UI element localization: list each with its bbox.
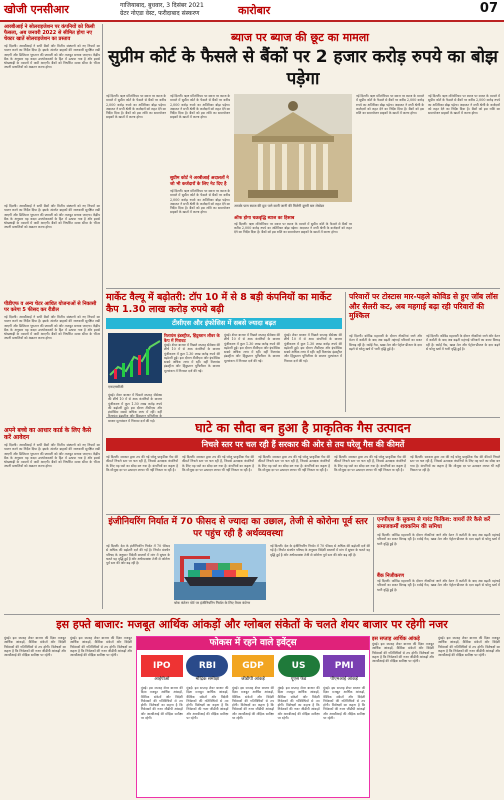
market-body-1: मुंबई। शेयर बाजार में पिछले सप्ताह सेंसेक्स की शीर्ष 10 में से आठ कंपनियों के बाजार पूंजीकरण में कुल 1.30 लाख करोड़ रुपये की बढ़ोतरी हुई। इस दौरान टीसीएस और इंफोसिस सबसे अधिक लाभ में रहीं। वहीं रिलायंस इंडस्ट्रीज और हिंदुस्तान यूनिलीवर के बाजार मूल्यांकन में गिरावट दर्ज की गई। (164, 343, 220, 373)
left-headline-1: आरबीआई ने सोलराइजेशन पर कंपनियों को किसी फैसला, अब जनवरी 2022 से सीमित होगा नए चेक्टर खातें सोलराइजेशन का प्रस्ताव (4, 24, 95, 42)
focus-item (323, 655, 365, 683)
page-number: 07 (479, 1, 498, 16)
right-body-4: नई दिल्ली। कोविड महामारी के दौरान नौकरियां जाने और वेतन में कटौती के बाद अब बढ़ती महंगाई परिवारों का बजट बिगाड़ रही है। रसोई गैस, खाद्य तेल और पेट्रोल-डीजल के दाम बढ़ने से घरेलू खर्च में भारी वृद्धि हुई है। (377, 579, 500, 592)
bottom-body-3: मुंबई। इस सप्ताह शेयर बाजार की दिशा मजबूत आर्थिक आंकड़ों, वैश्विक संकेतों और विदेशी निवेशकों की गतिविधियों से तय होगी। विशेषज्ञों का कहना है कि निवेशकों की नजर जीडीपी आंकड़ों और आरबीआई की मौद्रिक समीक्षा पर रहेगी। (372, 642, 434, 664)
left-headline-2: पीडीएफ व अन्य चेटर आधित योजनाओं से निकासी पर करेगा 5 फीसद कर रीडील (4, 301, 97, 313)
divider (102, 24, 103, 609)
left-body-2: नई दिल्ली। आरबीआई ने सभी बैंकों और वित्तीय संस्थानों को नए नियमों का पालन करने का निर्देश दिया है। इसके अंतर्गत ग्राहकों की जानकारी सुरक्षित रखी जाएगी और डिजिटल भुगतान की प्रणाली को और मजबूत बनाया जाएगा। केंद्रीय बैंक के अनुसार यह कदम उपभोक्ताओं के हित में उठाया गया है और इससे धोखाधड़ी के मामलों में कमी आएगी। बैंकों को निर्धारित समय सीमा के भीतर अपनी प्रणालियों को अद्यतन करना होगा। (4, 315, 100, 341)
market-body-2: मुंबई। शेयर बाजार में पिछले सप्ताह सेंसेक्स की शीर्ष 10 में से आठ कंपनियों के बाजार पूंजीकरण में कुल 1.30 लाख करोड़ रुपये की बढ़ोतरी हुई। इस दौरान टीसीएस और इंफोसिस सबसे अधिक लाभ में रहीं। वहीं बाजार मूल्यांकन में गिरावट दर्ज की गई। (108, 393, 162, 423)
right-headline-1: परिवारों पर टोस्टास मार-पहले कोविड से हुए जॉब लॉस और सैलरी कट, अब महगाई बढ़ा रही परिवारों की मुश्किल (349, 292, 498, 320)
banner-col-5 (428, 94, 500, 284)
divider (345, 292, 346, 412)
dateline: गाजियाबाद, बुधवार, 3 दिसंबर 2021 ग्रेटर नोएडा वेस्ट, फरीदाबाद संस्करण (120, 2, 204, 17)
market-sub: रिलायंस इंडस्ट्रीज, हिंदुस्तान लीवर के कैप में गिरावट (164, 333, 220, 343)
bottom-col-4 (438, 636, 500, 796)
focus-item-label: जीडीपी आंकड़े (241, 677, 265, 682)
bottom-headline: इस हफ्ते बाजार: मजबूत आर्थिक आंकड़ों और ग्लोबल संकेतों के चलते शेयर बाजार पर रहेगी नजर (56, 618, 448, 631)
banner-body-4: नई दिल्ली। ऋण मोरेटोरियम पर ब्याज पर ब्याज के मामले में सुप्रीम कोर्ट के फैसले से बैंकों पर करीब 2,000 करोड़ रुपये का अतिरिक्त बोझ पड़ेगा। अदालत ने सभी श्रेणी के कर्जदारों को राहत देने का निर्देश दिया है। बैंकों को इस राशि का समायोजन ग्राहकों के खातों में करना होगा। (234, 221, 352, 235)
right-body-2: नई दिल्ली। कोविड महामारी के दौरान नौकरियां जाने और वेतन में कटौती के बाद अब बढ़ती महंगाई परिवारों का बजट बिगाड़ रही है। रसोई गैस, खाद्य तेल और पेट्रोल-डीजल के दाम बढ़ने से घरेलू खर्च में भारी वृद्धि हुई है। (426, 334, 500, 351)
gas-headline: घाटे का सौदा बन हुआ है प्राकृतिक गैस उत्पादन (195, 420, 411, 435)
focus-item-label: पीएमआई आंकड़े (330, 677, 358, 682)
court-photo-caption: आपके पास ब्याज की छूट पाने वाली जानी की मिलेगी दूसरी बार लेबोडर (234, 204, 325, 208)
section-title: कारोबार (238, 4, 271, 17)
market-col-1 (164, 333, 220, 413)
brand-logo: खोजी एनसीआर (4, 3, 69, 16)
gas-body-1: नई दिल्ली। सरकार द्वारा तय की गई घरेलू प्राकृतिक गैस की कीमतें निचले स्तर पर चल रही हैं, जिससे उत्पादक कंपनियों के लिए यह घाटे का सौदा बन गया है। कंपनियों का कहना है कि मौजूदा दर पर उत्पादन लागत भी नहीं निकल पा रही है। (106, 455, 178, 472)
right-col-1 (349, 334, 422, 414)
banner-col-4 (356, 94, 424, 284)
gas-col-3 (258, 455, 330, 511)
engineering-headline: इंजीनियरिंग निर्यात में 70 फीसद से ज्यादा का उछाल, तेजी से कोरोना पूर्व स्तर पर पहुंच रही है अर्थव्यवस्था (108, 517, 368, 539)
banner-col-2 (170, 94, 230, 284)
focus-events-box (136, 636, 370, 798)
left-body-1b: नई दिल्ली। आरबीआई ने सभी बैंकों और वित्तीय संस्थानों को नए नियमों का पालन करने का निर्देश दिया है। इसके अंतर्गत ग्राहकों की जानकारी सुरक्षित रखी जाएगी और डिजिटल भुगतान की प्रणाली को और मजबूत बनाया जाएगा। केंद्रीय बैंक के अनुसार यह कदम उपभोक्ताओं के हित में उठाया गया है और इससे धोखाधड़ी के मामलों में कमी आएगी। बैंकों को निर्धारित समय सीमा के भीतर अपनी प्रणालियों को अद्यतन करना होगा। (4, 204, 100, 230)
gas-body-3: नई दिल्ली। सरकार द्वारा तय की गई घरेलू प्राकृतिक गैस की कीमतें निचले स्तर पर चल रही हैं, जिससे उत्पादक कंपनियों के लिए यह घाटे का सौदा बन गया है। कंपनियों का कहना है कि मौजूदा दर पर उत्पादन लागत भी नहीं निकल पा रही है। (258, 455, 330, 472)
banner-body-1: नई दिल्ली। ऋण मोरेटोरियम पर ब्याज पर ब्याज के मामले में सुप्रीम कोर्ट के फैसले से बैंकों पर करीब 2,000 करोड़ रुपये का अतिरिक्त बोझ पड़ेगा। अदालत ने सभी श्रेणी के कर्जदारों को राहत देने का निर्देश दिया है। बैंकों को इस राशि का समायोजन ग्राहकों के खातों में करना होगा। (106, 94, 166, 120)
right-body-1: नई दिल्ली। कोविड महामारी के दौरान नौकरियां जाने और वेतन में कटौती के बाद अब बढ़ती महंगाई परिवारों का बजट बिगाड़ रही है। रसोई गैस, खाद्य तेल और पेट्रोल-डीजल के दाम बढ़ने से घरेलू खर्च में भारी वृद्धि हुई है। (349, 334, 422, 351)
market-body-3: मुंबई। शेयर बाजार में पिछले सप्ताह सेंसेक्स की शीर्ष 10 में से आठ कंपनियों के बाजार पूंजीकरण में कुल 1.30 लाख करोड़ रुपये की बढ़ोतरी हुई। इस दौरान टीसीएस और इंफोसिस सबसे अधिक लाभ में रहीं। वहीं रिलायंस इंडस्ट्रीज और हिंदुस्तान यूनिलीवर के बाजार मूल्यांकन में गिरावट दर्ज की गई। (224, 333, 280, 363)
right-headline-3: बैंक निजीकरण (377, 573, 405, 579)
market-headline: मार्केट वैल्यू में बढ़ोतरी: टॉप 10 में से 8 बड़ी कंपनियों का मार्केट कैप 1.30 लाख करोड़ रुपये बढ़ी (106, 292, 332, 315)
us-fed-logo-icon: US (278, 655, 320, 677)
focus-item-label: मौद्रिक समीक्षा (195, 677, 220, 682)
container-ship-illustration (174, 544, 266, 600)
pmi-logo-icon: PMI (323, 655, 365, 677)
banner-headline: सुप्रीम कोर्ट के फैसले से बैंकों पर 2 हजार करोड़ रुपये का बोझ पड़ेगा (108, 47, 498, 89)
bottom-col-2 (70, 636, 132, 796)
focus-item-label: आईपीओ (154, 677, 170, 682)
shipping-port-photo (174, 544, 266, 600)
left-headline-3: अपने बच्चे का आधार कार्ड के लिए कैसे करें आवेदन (4, 427, 92, 441)
divider (106, 417, 500, 418)
divider (4, 614, 500, 615)
eng-body-1: नई दिल्ली। देश के इंजीनियरिंग निर्यात में 70 फीसद से अधिक की बढ़ोतरी दर्ज की गई है। निर्यात संवर्धन परिषद के अनुसार विदेशी बाजारों में मांग में सुधार के चलते यह वृद्धि हुई है और अर्थव्यवस्था तेजी से कोरोना पूर्व स्तर की ओर बढ़ रही है। (106, 544, 170, 566)
banner-sub-2: ऑफ होगा चक्रवृद्धि ब्याज का हिसाब (234, 216, 295, 221)
gas-body-5: नई दिल्ली। सरकार द्वारा तय की गई घरेलू प्राकृतिक गैस की कीमतें निचले स्तर पर चल रही हैं, जिससे उत्पादक कंपनियों के लिए यह घाटे का सौदा बन गया है। कंपनियों का कहना है कि मौजूदा दर पर उत्पादन लागत भी नहीं निकल पा रही है। (410, 455, 500, 472)
eng-body-2: नई दिल्ली। देश के इंजीनियरिंग निर्यात में 70 फीसद से अधिक की बढ़ोतरी दर्ज की गई है। निर्यात संवर्धन परिषद के अनुसार विदेशी बाजारों में मांग में सुधार के चलते यह वृद्धि हुई है और अर्थव्यवस्था तेजी से कोरोना पूर्व स्तर की ओर बढ़ रही है। (270, 544, 370, 557)
focus-body: मुंबई। इस सप्ताह शेयर बाजार की दिशा मजबूत आर्थिक आंकड़ों, वैश्विक संकेतों और विदेशी निवेशकों की गतिविधियों से तय होगी। विशेषज्ञों का कहना है कि निवेशकों की नजर जीडीपी आंकड़ों और आरबीआई की मौद्रिक समीक्षा पर रहेगी। (231, 686, 274, 721)
gas-col-5 (410, 455, 500, 511)
focus-item (232, 655, 274, 683)
bottom-body-4: मुंबई। इस सप्ताह शेयर बाजार की दिशा मजबूत आर्थिक आंकड़ों, वैश्विक संकेतों और विदेशी निवेशकों की गतिविधियों से तय होगी। विशेषज्ञों का कहना है कि निवेशकों की नजर जीडीपी आंकड़ों और आरबीआई की मौद्रिक समीक्षा पर रहेगी। (438, 636, 500, 658)
market-strap: टीसीएस और इंफोसिस में सबसे ज्यादा बढ़त (106, 318, 342, 329)
eng-col-1 (106, 544, 170, 610)
bottom-body-1: मुंबई। इस सप्ताह शेयर बाजार की दिशा मजबूत आर्थिक आंकड़ों, वैश्विक संकेतों और विदेशी निवेशकों की गतिविधियों से तय होगी। विशेषज्ञों का कहना है कि निवेशकों की नजर जीडीपी आंकड़ों और आरबीआई की मौद्रिक समीक्षा पर रहेगी। (4, 636, 66, 658)
rbi-logo-icon: RBI (186, 655, 228, 677)
banner-sub-1: सुप्रीम कोर्ट ने अरबीआई अदालतों ने जो भी कर्जदारों के लिए नेट दिए है (170, 176, 229, 187)
right-lower (377, 517, 500, 612)
banner-body-5: नई दिल्ली। ऋण मोरेटोरियम पर ब्याज पर ब्याज के मामले में सुप्रीम कोर्ट के फैसले से बैंकों पर करीब 2,000 करोड़ रुपये का अतिरिक्त बोझ पड़ेगा। अदालत ने सभी श्रेणी के कर्जदारों को राहत देने का निर्देश दिया है। बैंकों को इस राशि का समायोजन ग्राहकों के खातों में करना होगा। (356, 94, 424, 116)
focus-item (141, 655, 183, 683)
supreme-court-illustration (234, 94, 352, 202)
left-body-3: नई दिल्ली। आरबीआई ने सभी बैंकों और वित्तीय संस्थानों को नए नियमों का पालन करने का निर्देश दिया है। इसके अंतर्गत ग्राहकों की जानकारी सुरक्षित रखी जाएगी और डिजिटल भुगतान की प्रणाली को और मजबूत बनाया जाएगा। केंद्रीय बैंक के अनुसार यह कदम उपभोक्ताओं के हित में उठाया गया है और इससे धोखाधड़ी के मामलों में कमी आएगी। बैंकों को निर्धारित समय सीमा के भीतर अपनी प्रणालियों को अद्यतन करना होगा। (4, 443, 100, 469)
divider (106, 288, 500, 289)
focus-body: मुंबई। इस सप्ताह शेयर बाजार की दिशा मजबूत आर्थिक आंकड़ों, वैश्विक संकेतों और विदेशी निवेशकों की गतिविधियों से तय होगी। विशेषज्ञों का कहना है कि निवेशकों की नजर जीडीपी आंकड़ों और आरबीआई की मौद्रिक समीक्षा पर रहेगी। (277, 686, 320, 721)
gas-body-2: नई दिल्ली। सरकार द्वारा तय की गई घरेलू प्राकृतिक गैस की कीमतें निचले स्तर पर चल रही हैं, जिससे उत्पादक कंपनियों के लिए यह घाटे का सौदा बन गया है। कंपनियों का कहना है कि मौजूदा दर पर उत्पादन लागत भी नहीं निकल पा रही है। (182, 455, 254, 472)
masthead (0, 0, 504, 22)
focus-title: फोकस में रहने वाले इवेंट्स (137, 637, 369, 650)
bottom-sub: इस सप्ताह आर्थिक आंकड़े (372, 636, 420, 642)
stock-chart-illustration (108, 333, 162, 383)
gdp-logo-icon: GDP (232, 655, 274, 677)
market-col-2 (108, 393, 162, 423)
divider (106, 514, 500, 515)
gas-strap: निचले स्तर पर चल रही हैं सरकार की ओर से तय घरेलू गैस की कीमतें (106, 438, 500, 451)
gas-body-4: नई दिल्ली। सरकार द्वारा तय की गई घरेलू प्राकृतिक गैस की कीमतें निचले स्तर पर चल रही हैं, जिससे उत्पादक कंपनियों के लिए यह घाटे का सौदा बन गया है। कंपनियों का कहना है कि मौजूदा दर पर उत्पादन लागत भी नहीं निकल पा रही है। (334, 455, 406, 472)
focus-items (137, 650, 369, 683)
gas-col-2 (182, 455, 254, 511)
ipo-logo-icon: IPO (141, 655, 183, 677)
divider (373, 517, 374, 612)
supreme-court-photo (234, 94, 352, 202)
market-body-4: मुंबई। शेयर बाजार में पिछले सप्ताह सेंसेक्स की शीर्ष 10 में से आठ कंपनियों के बाजार पूंजीकरण में कुल 1.30 लाख करोड़ रुपये की बढ़ोतरी हुई। इस दौरान टीसीएस और इंफोसिस सबसे अधिक लाभ में रहीं। वहीं रिलायंस इंडस्ट्रीज और हिंदुस्तान यूनिलीवर के बाजार मूल्यांकन में गिरावट दर्ज की गई। (284, 333, 342, 363)
right-body-3: नई दिल्ली। कोविड महामारी के दौरान नौकरियां जाने और वेतन में कटौती के बाद अब बढ़ती महंगाई परिवारों का बजट बिगाड़ रही है। रसोई गैस, खाद्य तेल और पेट्रोल-डीजल के दाम बढ़ने से घरेलू खर्च में भारी वृद्धि हुई है। (377, 533, 500, 546)
banner-body-2: नई दिल्ली। ऋण मोरेटोरियम पर ब्याज पर ब्याज के मामले में सुप्रीम कोर्ट के फैसले से बैंकों पर करीब 2,000 करोड़ रुपये का अतिरिक्त बोझ पड़ेगा। अदालत ने सभी श्रेणी के कर्जदारों को राहत देने का निर्देश दिया है। बैंकों को इस राशि का समायोजन ग्राहकों के खातों में करना होगा। (170, 94, 230, 120)
right-col-2 (426, 334, 500, 414)
focus-item-label: यूएस फेड (290, 677, 307, 682)
focus-body: मुंबई। इस सप्ताह शेयर बाजार की दिशा मजबूत आर्थिक आंकड़ों, वैश्विक संकेतों और विदेशी निवेशकों की गतिविधियों से तय होगी। विशेषज्ञों का कहना है कि निवेशकों की नजर जीडीपी आंकड़ों और आरबीआई की मौद्रिक समीक्षा पर रहेगी। (140, 686, 183, 721)
banner-body-3: नई दिल्ली। ऋण मोरेटोरियम पर ब्याज पर ब्याज के मामले में सुप्रीम कोर्ट के फैसले से बैंकों पर करीब 2,000 करोड़ रुपये का अतिरिक्त बोझ पड़ेगा। अदालत ने सभी श्रेणी के कर्जदारों को राहत देने का निर्देश दिया है। बैंकों को इस राशि का समायोजन ग्राहकों के खातों में करना होगा। (170, 189, 230, 215)
banner-body-6: नई दिल्ली। ऋण मोरेटोरियम पर ब्याज पर ब्याज के मामले में सुप्रीम कोर्ट के फैसले से बैंकों पर करीब 2,000 करोड़ रुपये का अतिरिक्त बोझ पड़ेगा। अदालत ने सभी श्रेणी के कर्जदारों को राहत देने का निर्देश दिया है। बैंकों को इस राशि का समायोजन ग्राहकों के खातों में करना होगा। (428, 94, 500, 116)
banner-kicker: ब्याज पर ब्याज की छूट का मामला (230, 31, 370, 44)
right-headline-2: एनपीएस के सुकमा से गारंट फिकिश: वायरों तेरे कैसे करें समाजकर्मी शवकनिम की समिधा (377, 517, 491, 530)
focus-body: मुंबई। इस सप्ताह शेयर बाजार की दिशा मजबूत आर्थिक आंकड़ों, वैश्विक संकेतों और विदेशी निवेशकों की गतिविधियों से तय होगी। विशेषज्ञों का कहना है कि निवेशकों की नजर जीडीपी आंकड़ों और आरबीआई की मौद्रिक समीक्षा पर रहेगी। (186, 686, 229, 721)
banner-col-1 (106, 94, 166, 284)
left-body-1: नई दिल्ली। आरबीआई ने सभी बैंकों और वित्तीय संस्थानों को नए नियमों का पालन करने का निर्देश दिया है। इसके अंतर्गत ग्राहकों की जानकारी सुरक्षित रखी जाएगी और डिजिटल भुगतान की प्रणाली को और मजबूत बनाया जाएगा। केंद्रीय बैंक के अनुसार यह कदम उपभोक्ताओं के हित में उठाया गया है और इससे धोखाधड़ी के मामलों में कमी आएगी। बैंकों को निर्धारित समय सीमा के भीतर अपनी प्रणालियों को अद्यतन करना होगा। (4, 44, 100, 70)
focus-details (137, 683, 369, 779)
market-col-4 (284, 333, 342, 413)
bottom-col-3 (372, 636, 434, 796)
gas-col-4 (334, 455, 406, 511)
port-photo-caption: थोक कंटेनर पोर्ट पर इंजीनियरिंग निर्यात के लिए तैयार कंटेनर (174, 601, 251, 605)
left-column (4, 24, 100, 554)
gas-col-1 (106, 455, 178, 511)
banner-col-3 (234, 216, 352, 284)
bottom-col-1 (4, 636, 66, 796)
focus-item (278, 655, 320, 683)
bottom-body-2: मुंबई। इस सप्ताह शेयर बाजार की दिशा मजबूत आर्थिक आंकड़ों, वैश्विक संकेतों और विदेशी निवेशकों की गतिविधियों से तय होगी। विशेषज्ञों का कहना है कि निवेशकों की नजर जीडीपी आंकड़ों और आरबीआई की मौद्रिक समीक्षा पर रहेगी। (70, 636, 132, 658)
market-col-3 (224, 333, 280, 413)
market-photo (108, 333, 162, 383)
market-photo-caption: एफएमसीजी (108, 385, 124, 389)
eng-col-2 (270, 544, 370, 610)
focus-body: मुंबई। इस सप्ताह शेयर बाजार की दिशा मजबूत आर्थिक आंकड़ों, वैश्विक संकेतों और विदेशी निवेशकों की गतिविधियों से तय होगी। विशेषज्ञों का कहना है कि निवेशकों की नजर जीडीपी आंकड़ों और आरबीआई की मौद्रिक समीक्षा पर रहेगी। (323, 686, 366, 721)
focus-item (186, 655, 228, 683)
